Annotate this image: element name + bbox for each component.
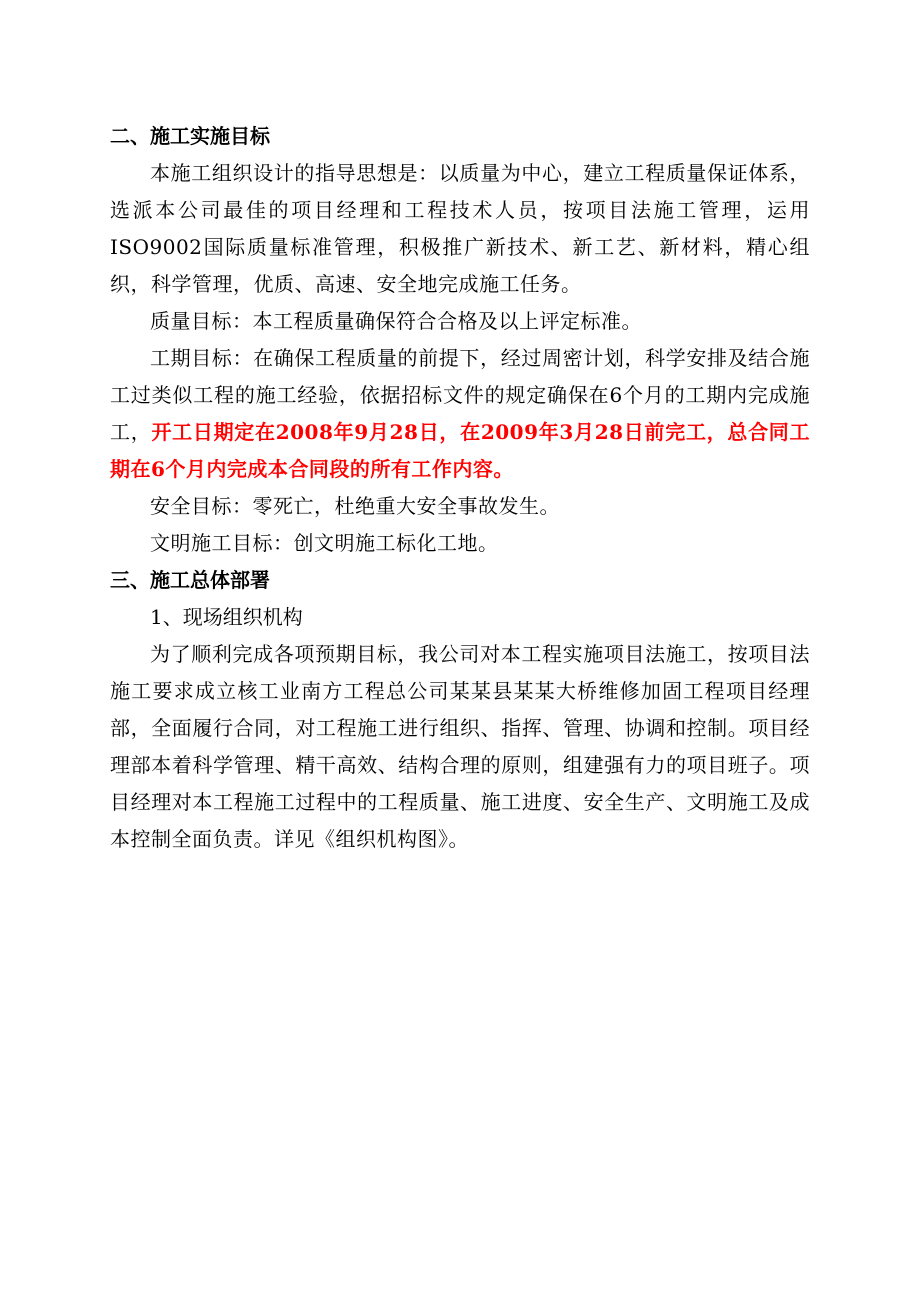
schedule-goal-paragraph (110, 340, 810, 488)
section-heading-overall-deployment: 三、施工总体部署 (110, 568, 270, 592)
section-heading-construction-goals: 二、施工实施目标 (110, 124, 270, 148)
civilized-construction-goal-paragraph: 文明施工目标：创文明施工标化工地。 (150, 531, 499, 555)
guiding-principle-paragraph: 本施工组织设计的指导思想是：以质量为中心，建立工程质量保证体系，选派本公司最佳的项目经理和工程技术人员，按项目法施工管理，运用ISO9002国际质量标准管理，积极推广新技术、新工艺、新材料，精心组织，科学管理，优质、高速、安全地完成施工任务。 (110, 161, 810, 296)
sub-heading-site-organization: 1、现场组织机构 (150, 605, 303, 629)
schedule-goal-text: 工期目标：在确保工程质量的前提下，经过周密计划，科学安排及结合施工过类似工程的施工经验，依据招标文件的规定确保在6个月的工期内完成施工， (110, 346, 810, 444)
document-page (110, 118, 810, 858)
quality-goal-paragraph: 质量目标：本工程质量确保符合合格及以上评定标准。 (150, 309, 642, 333)
safety-goal-paragraph: 安全目标：零死亡，杜绝重大安全事故发生。 (150, 494, 560, 518)
organization-paragraph: 为了顺利完成各项预期目标，我公司对本工程实施项目法施工，按项目法施工要求成立核工业南方工程总公司某某县某某大桥维修加固工程项目经理部，全面履行合同，对工程施工进行组织、指挥、管理、协调和控制。项目经理部本着科学管理、精干高效、结构合理的原则，组建强有力的项目班子。项目经理对本工程施工过程中的工程质量、施工进度、安全生产、文明施工及成本控制全面负责。详见《组织机构图》。 (110, 642, 810, 851)
schedule-goal-highlight: 开工日期定在2008年9月28日，在2009年3月28日前完工，总合同工期在6个月内完成本合同段的所有工作内容。 (110, 420, 811, 481)
